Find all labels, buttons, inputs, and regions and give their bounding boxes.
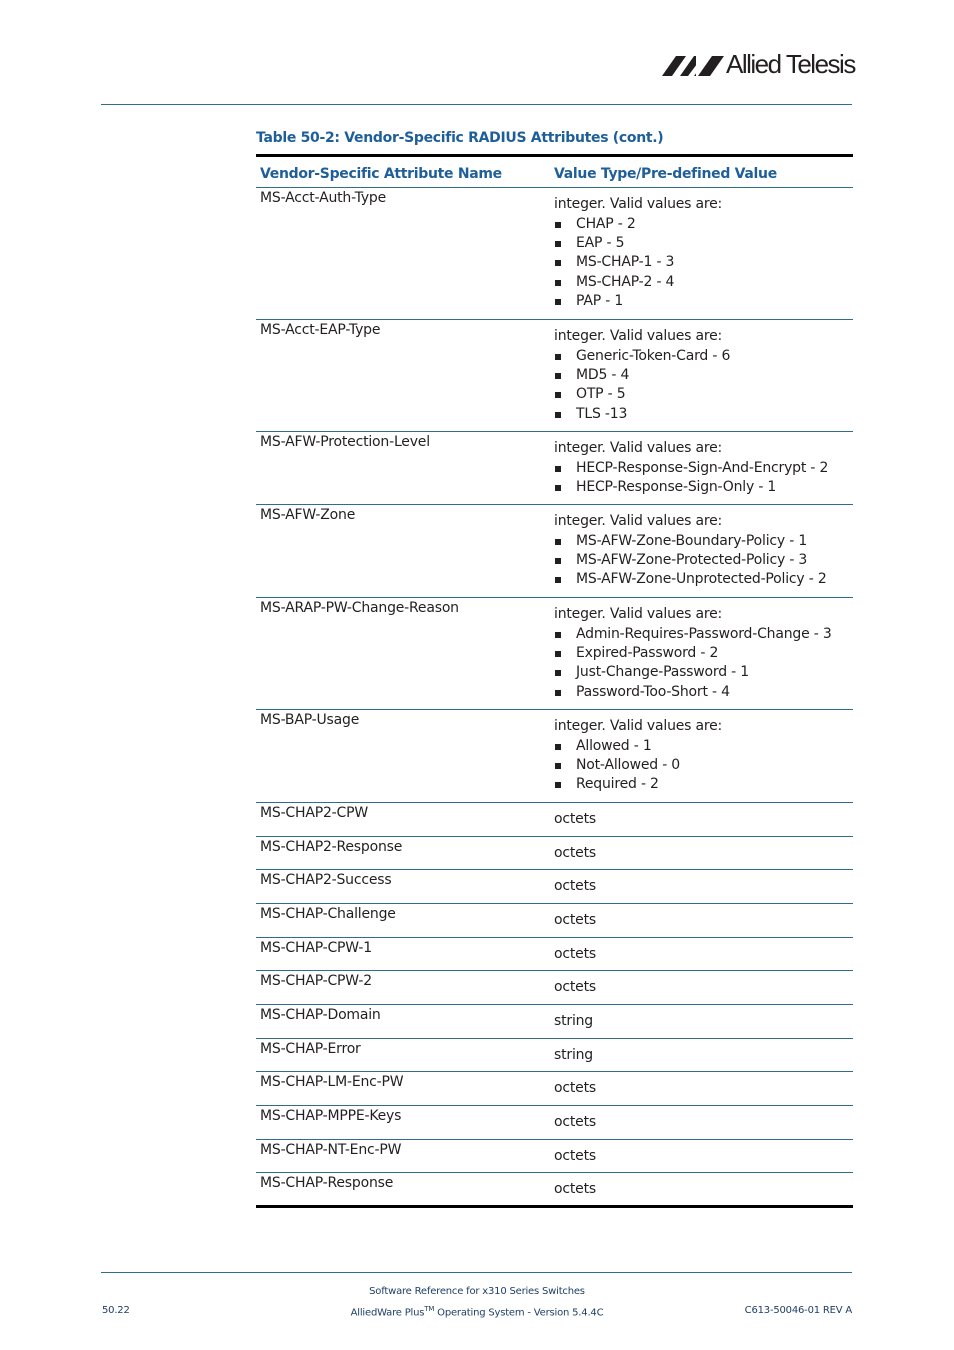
value-type: string xyxy=(554,1013,593,1029)
valid-values-list xyxy=(554,625,853,702)
list-item-text: MS-CHAP-2 - 4 xyxy=(576,273,675,290)
list-item-text: TLS -13 xyxy=(576,405,628,422)
list-item xyxy=(554,405,853,424)
attribute-value xyxy=(553,1106,853,1139)
list-item-text: PAP - 1 xyxy=(576,292,624,309)
list-item-text: Admin-Requires-Password-Change - 3 xyxy=(576,626,832,642)
attribute-name: MS-CHAP-Error xyxy=(260,1041,361,1057)
attribute-value xyxy=(553,837,853,869)
list-item xyxy=(554,253,853,272)
attribute-value xyxy=(553,598,853,709)
list-item-text: CHAP - 2 xyxy=(576,216,636,232)
table-row xyxy=(256,320,853,432)
value-type: octets xyxy=(554,912,596,928)
header-rule xyxy=(101,104,852,105)
table-row xyxy=(256,432,853,505)
square-bullet-icon xyxy=(555,241,561,247)
list-item-text: MD5 - 4 xyxy=(576,367,630,384)
list-item-text: MS-AFW-Zone-Boundary-Policy - 1 xyxy=(576,533,808,549)
list-item xyxy=(554,292,853,311)
attribute-value xyxy=(553,971,853,1004)
square-bullet-icon xyxy=(555,485,561,491)
attribute-name: MS-CHAP-MPPE-Keys xyxy=(260,1108,402,1124)
list-item xyxy=(554,385,853,404)
square-bullet-icon xyxy=(555,670,561,676)
list-item-text: OTP - 5 xyxy=(576,386,626,403)
list-item xyxy=(554,459,853,478)
list-item-text: Expired-Password - 2 xyxy=(576,645,719,662)
square-bullet-icon xyxy=(555,690,561,696)
attribute-name: MS-CHAP-Domain xyxy=(260,1007,381,1023)
list-item-text: HECP-Response-Sign-Only - 1 xyxy=(576,479,777,496)
attribute-value xyxy=(553,320,853,431)
square-bullet-icon xyxy=(555,299,561,305)
square-bullet-icon xyxy=(555,558,561,564)
attribute-value xyxy=(553,505,853,597)
table-row xyxy=(256,1005,853,1039)
value-type: integer. Valid values are: xyxy=(554,513,723,529)
square-bullet-icon xyxy=(555,354,561,360)
value-type: octets xyxy=(554,1181,596,1197)
document-id: C613-50046-01 REV A xyxy=(744,1305,852,1316)
trademark-mark: TM xyxy=(424,1305,435,1313)
table-row xyxy=(256,870,853,904)
value-type: octets xyxy=(554,845,596,861)
list-item-text: HECP-Response-Sign-And-Encrypt - 2 xyxy=(576,460,829,476)
attribute-value xyxy=(553,938,853,970)
value-type: integer. Valid values are: xyxy=(554,718,723,734)
column-header-value: Value Type/Pre-defined Value xyxy=(554,166,777,182)
attribute-name: MS-AFW-Zone xyxy=(260,507,356,523)
square-bullet-icon xyxy=(555,280,561,286)
list-item xyxy=(554,663,853,682)
value-type: octets xyxy=(554,946,596,962)
attribute-value xyxy=(553,1140,853,1172)
table-row xyxy=(256,188,853,320)
attribute-name: MS-CHAP-Response xyxy=(260,1175,394,1191)
logo-text: Allied Telesis xyxy=(726,49,855,79)
table-row xyxy=(256,904,853,938)
valid-values-list xyxy=(554,215,853,311)
square-bullet-icon xyxy=(555,373,561,379)
footer-product-name: AlliedWare Plus xyxy=(350,1307,425,1319)
list-item-text: MS-AFW-Zone-Unprotected-Policy - 2 xyxy=(576,571,827,588)
attribute-value xyxy=(553,870,853,903)
attribute-value xyxy=(553,432,853,504)
list-item-text: Allowed - 1 xyxy=(576,738,652,754)
value-type: integer. Valid values are: xyxy=(554,328,723,344)
square-bullet-icon xyxy=(555,392,561,398)
attribute-value xyxy=(553,188,853,319)
table-row xyxy=(256,1072,853,1106)
list-item-text: Just-Change-Password - 1 xyxy=(576,664,749,681)
attribute-name: MS-CHAP-NT-Enc-PW xyxy=(260,1142,402,1158)
table-row xyxy=(256,710,853,803)
table-row xyxy=(256,803,853,837)
valid-values-list xyxy=(554,737,853,795)
list-item xyxy=(554,683,853,702)
attribute-name: MS-Acct-EAP-Type xyxy=(260,322,381,338)
list-item xyxy=(554,532,853,551)
list-item-text: MS-CHAP-1 - 3 xyxy=(576,254,675,271)
list-item xyxy=(554,478,853,497)
value-type: integer. Valid values are: xyxy=(554,440,723,456)
square-bullet-icon xyxy=(555,577,561,583)
footer-version: Operating System - Version 5.4.4C xyxy=(434,1307,604,1319)
table-row xyxy=(256,938,853,971)
value-type: octets xyxy=(554,878,596,894)
square-bullet-icon xyxy=(555,763,561,769)
list-item xyxy=(554,570,853,589)
square-bullet-icon xyxy=(555,782,561,788)
valid-values-list xyxy=(554,347,853,424)
list-item-text: EAP - 5 xyxy=(576,235,625,252)
attribute-name: MS-AFW-Protection-Level xyxy=(260,434,430,450)
list-item xyxy=(554,551,853,570)
attribute-name: MS-CHAP-LM-Enc-PW xyxy=(260,1074,404,1090)
table-caption: Table 50-2: Vendor-Specific RADIUS Attributes (cont.) xyxy=(256,130,664,146)
attribute-name: MS-ARAP-PW-Change-Reason xyxy=(260,600,459,616)
square-bullet-icon xyxy=(555,412,561,418)
square-bullet-icon xyxy=(555,260,561,266)
list-item xyxy=(554,737,853,756)
value-type: integer. Valid values are: xyxy=(554,196,723,212)
attribute-value xyxy=(553,1039,853,1071)
attribute-name: MS-CHAP-CPW-2 xyxy=(260,973,372,989)
table-row xyxy=(256,1039,853,1072)
square-bullet-icon xyxy=(555,539,561,545)
footer-rule xyxy=(101,1272,852,1273)
valid-values-list xyxy=(554,459,853,497)
value-type: integer. Valid values are: xyxy=(554,606,723,622)
attribute-name: MS-CHAP2-CPW xyxy=(260,805,368,821)
list-item-text: Password-Too-Short - 4 xyxy=(576,683,730,700)
attribute-name: MS-Acct-Auth-Type xyxy=(260,190,387,206)
attribute-value xyxy=(553,1173,853,1205)
column-header-name: Vendor-Specific Attribute Name xyxy=(260,166,502,182)
attribute-name: MS-CHAP2-Success xyxy=(260,872,392,888)
square-bullet-icon xyxy=(555,466,561,472)
value-type: string xyxy=(554,1047,593,1063)
footer-title: Software Reference for x310 Series Switches xyxy=(369,1286,585,1297)
table-row xyxy=(256,598,853,710)
list-item xyxy=(554,644,853,663)
list-item-text: MS-AFW-Zone-Protected-Policy - 3 xyxy=(576,552,808,569)
allied-telesis-logo-mark-icon xyxy=(662,56,724,76)
list-item-text: Not-Allowed - 0 xyxy=(576,757,681,774)
attribute-name: MS-CHAP-CPW-1 xyxy=(260,940,372,956)
value-type: octets xyxy=(554,811,596,827)
list-item xyxy=(554,366,853,385)
attribute-value xyxy=(553,1072,853,1105)
square-bullet-icon xyxy=(555,744,561,750)
list-item-text: Generic-Token-Card - 6 xyxy=(576,348,731,364)
attribute-value xyxy=(553,1005,853,1038)
attributes-table xyxy=(256,154,853,1208)
square-bullet-icon xyxy=(555,651,561,657)
value-type: octets xyxy=(554,1114,596,1130)
table-row xyxy=(256,505,853,598)
attribute-name: MS-BAP-Usage xyxy=(260,712,360,728)
valid-values-list xyxy=(554,532,853,590)
attribute-name: MS-CHAP2-Response xyxy=(260,839,403,855)
attribute-value xyxy=(553,710,853,802)
table-header-row xyxy=(256,157,853,188)
page-number: 50.22 xyxy=(102,1305,130,1316)
list-item xyxy=(554,756,853,775)
attribute-name: MS-CHAP-Challenge xyxy=(260,906,396,922)
list-item xyxy=(554,775,853,794)
list-item xyxy=(554,234,853,253)
list-item-text: Required - 2 xyxy=(576,776,659,793)
table-row xyxy=(256,837,853,870)
table-row xyxy=(256,1106,853,1140)
attribute-value xyxy=(553,803,853,836)
value-type: octets xyxy=(554,1080,596,1096)
square-bullet-icon xyxy=(555,222,561,228)
list-item xyxy=(554,215,853,234)
allied-telesis-logo xyxy=(662,48,857,80)
square-bullet-icon xyxy=(555,632,561,638)
list-item xyxy=(554,347,853,366)
attribute-value xyxy=(553,904,853,937)
table-row xyxy=(256,1140,853,1173)
value-type: octets xyxy=(554,1148,596,1164)
list-item xyxy=(554,273,853,292)
table-row xyxy=(256,971,853,1005)
value-type: octets xyxy=(554,979,596,995)
table-body xyxy=(256,188,853,1205)
list-item xyxy=(554,625,853,644)
table-row xyxy=(256,1173,853,1205)
